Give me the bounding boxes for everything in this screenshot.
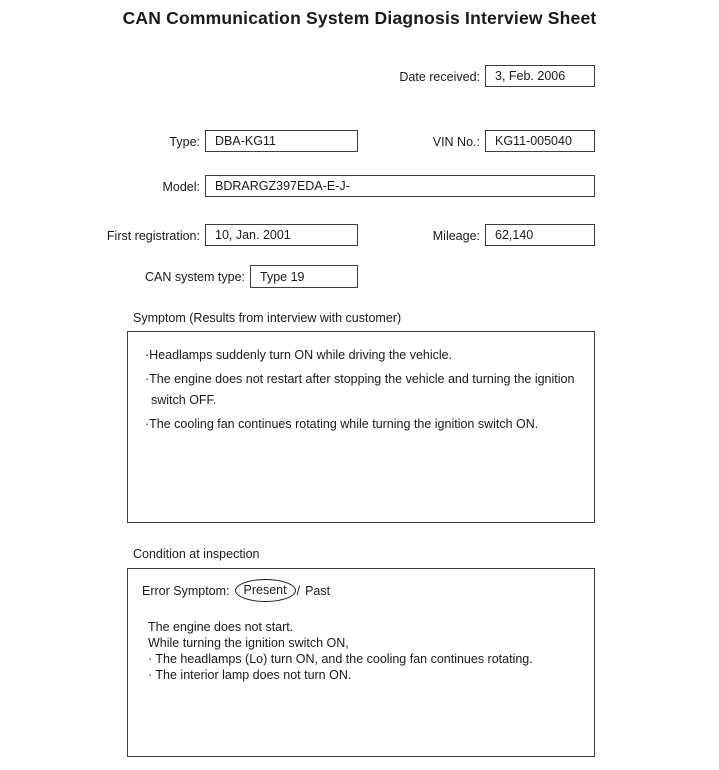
condition-line: · The headlamps (Lo) turn ON, and the cooling fan continues rotating.: [148, 652, 533, 666]
symptom-textarea[interactable]: [127, 331, 595, 523]
condition-textarea[interactable]: [127, 568, 595, 757]
present-option-label: Present: [243, 583, 287, 597]
symptom-line: ·Headlamps suddenly turn ON while driving the vehicle.: [145, 348, 453, 362]
date-received-label: Date received:: [399, 70, 480, 84]
page-title: CAN Communication System Diagnosis Interview Sheet: [122, 8, 597, 28]
first-registration-field[interactable]: 10, Jan. 2001: [205, 224, 358, 246]
condition-line: · The interior lamp does not turn ON.: [148, 668, 352, 682]
error-symptom-row: [142, 579, 330, 602]
symptom-line: ·The engine does not restart after stopping the vehicle and turning the ignition switch OFF.: [145, 372, 575, 407]
past-option[interactable]: Past: [305, 583, 331, 598]
symptom-line: ·The cooling fan continues rotating while turning the ignition switch ON.: [145, 417, 539, 431]
condition-line: The engine does not start.: [148, 620, 294, 634]
symptom-section-label: Symptom (Results from interview with customer): [133, 311, 402, 325]
symptom-text: [128, 332, 594, 435]
condition-section-label: Condition at inspection: [133, 547, 260, 561]
present-option-circled[interactable]: [235, 579, 296, 602]
type-label: Type:: [169, 135, 200, 149]
date-received-field[interactable]: 3, Feb. 2006: [485, 65, 595, 87]
mileage-label: Mileage:: [432, 229, 480, 243]
model-label: Model:: [162, 180, 200, 194]
can-system-type-field[interactable]: Type 19: [250, 265, 358, 288]
vin-field[interactable]: KG11-005040: [485, 130, 595, 152]
option-separator: /: [296, 583, 301, 598]
can-system-type-label: CAN system type:: [144, 270, 245, 284]
mileage-field[interactable]: 62,140: [485, 224, 595, 246]
error-symptom-label: Error Symptom:: [142, 583, 230, 598]
model-field[interactable]: BDRARGZ397EDA-E-J-: [205, 175, 595, 197]
vin-label: VIN No.:: [432, 135, 480, 149]
condition-text: [148, 619, 533, 683]
condition-line: While turning the ignition switch ON,: [148, 636, 349, 650]
type-field[interactable]: DBA-KG11: [205, 130, 358, 152]
first-registration-label: First registration:: [106, 229, 200, 243]
